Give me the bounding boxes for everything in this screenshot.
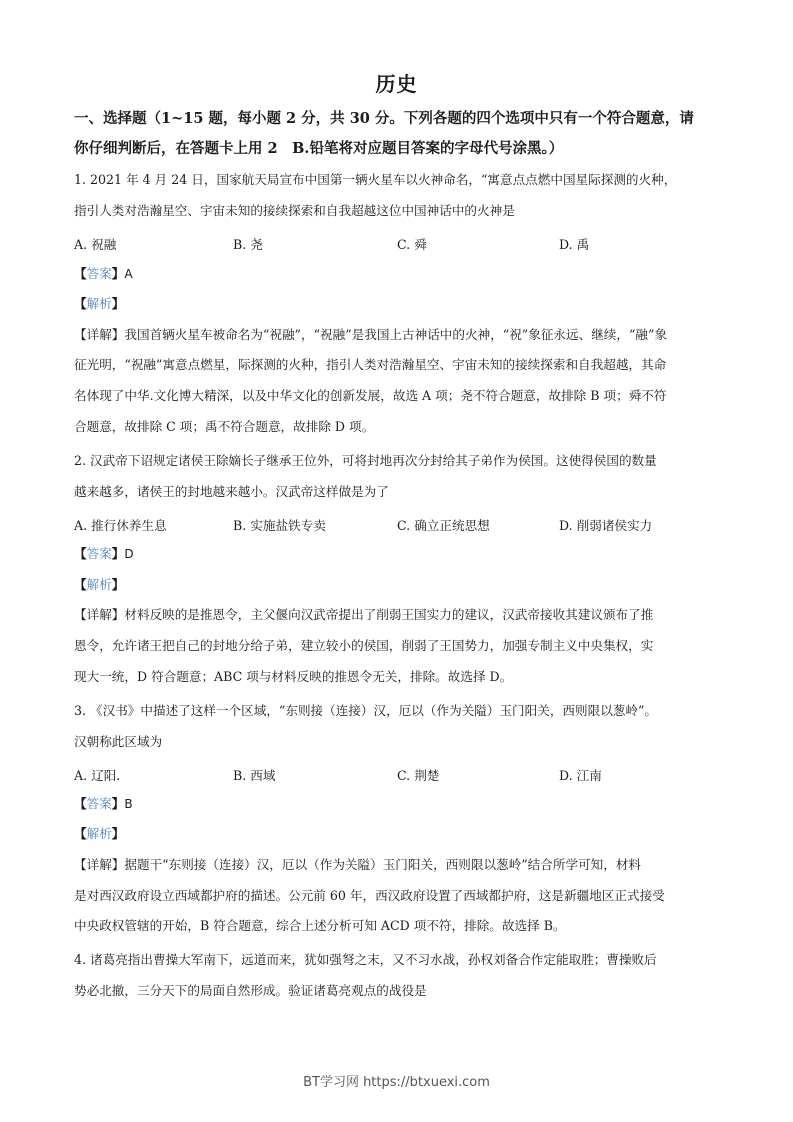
detail-line: 征光明，“祝融”寓意点燃星，际探测的火种，指引人类对浩瀚星空、宇宙未知的接续探索和自我超越，其命 [74,357,667,372]
detail-text: 据题干“东则接（连接）汉，厄以（作为关隘）玉门阳关，西则限以葱岭”结合所学可知，材料 [124,857,642,872]
analysis-label: 解析 [86,296,112,311]
detail-line: 中央政权管辖的开始，B 符合题意，综合上述分析可知 ACD 项不符，排除。故选择 B。 [74,918,566,933]
answer-value: D [124,547,134,561]
section-heading-line: 一、选择题（1~15 题，每小题 2 分，共 30 分。下列各题的四个选项中只有一个符合题意，请 [74,110,694,127]
answer-line [74,266,724,282]
question-stem-line: 1. 2021 年 4 月 24 日，国家航天局宣布中国第一辆火星车以火神命名，“寓意点点燃中国星际探测的火种， [74,172,677,187]
analysis-line [74,296,724,312]
detail-line: 现大一统，D 符合题意；ABC 项与材料反映的推恩令无关，排除。故选择 D。 [74,669,513,684]
question-stem-line: 指引人类对浩瀚星空、宇宙未知的接续探索和自我超越这位中国神话中的火神是 [74,203,515,218]
question-stem-line: 4. 诸葛亮指出曹操大军南下，远道而来，犹如强弩之末，又不习水战，孙权刘备合作定能取胜；曹操败后 [74,952,657,967]
option-a: A. 推行休养生息 [74,518,167,533]
bracket-open: 【 [74,796,87,811]
answer-value: B [124,797,133,811]
analysis-label: 解析 [86,577,112,592]
bracket-close: 】 [111,266,125,281]
detail-text: 我国首辆火星车被命名为“祝融”，“祝融”是我国上古神话中的火神，“祝”象征永远、继续，“融”象 [124,327,668,342]
question-stem-line: 3. 《汉书》中描述了这样一个区域，“东则接（连接）汉，厄以（作为关隘）玉门阳关，西则限以葱岭”。 [74,703,658,718]
bracket-open: 【 [74,577,87,592]
analysis-line [74,577,724,593]
answer-line [74,546,724,562]
option-c: C. 舜 [397,237,427,252]
bracket-close: 】 [111,296,125,311]
bracket-close: 】 [111,796,125,811]
option-d: D. 禹 [559,237,590,252]
option-b: B. 实施盐铁专卖 [233,518,326,533]
bracket-open: 【 [74,546,87,561]
option-c: C. 荆楚 [397,768,440,783]
detail-line: 是对西汉政府设立西域都护府的描述。公元前 60 年，西汉政府设置了西域都护府，这是新疆地区正式接受 [74,888,665,903]
question-stem-line: 2. 汉武帝下诏规定诸侯王除嫡长子继承王位外，可将封地再次分封给其子弟作为侯国。这使得侯国的数量 [74,453,657,468]
section-heading-line: 你仔细判断后，在答题卡上用 2 B.铅笔将对应题目答案的字母代号涂黑。） [74,140,564,157]
option-b: B. 西域 [233,768,276,783]
bracket-open: 【 [74,296,87,311]
option-a: A. 辽阳. [74,768,121,783]
analysis-label: 解析 [86,826,112,841]
answer-label: 答案 [86,266,112,281]
answer-line [74,796,724,812]
detail-line: 名体现了中华.文化博大精深，以及中华文化的创新发展，故选 A 项；尧不符合题意，故排除 B 项；舜不符 [74,388,667,403]
detail-line [74,607,724,623]
answer-value: A [124,267,133,281]
option-d: D. 削弱诸侯实力 [559,518,653,533]
bracket-open: 【 [74,266,87,281]
bracket-open: 【 [74,826,87,841]
detail-label: 【详解】 [74,607,125,622]
option-b: B. 尧 [233,237,263,252]
detail-label: 【详解】 [74,857,125,872]
question-stem-line: 汉朝称此区域为 [74,734,163,749]
option-c: C. 确立正统思想 [397,518,490,533]
page-title: 历史 [375,72,418,96]
question-stem-line: 势必北撤，三分天下的局面自然形成。验证诸葛亮观点的战役是 [74,983,427,998]
answer-label: 答案 [86,796,112,811]
detail-line [74,327,724,343]
bracket-close: 】 [111,546,125,561]
detail-line: 合题意，故排除 C 项；禹不符合题意，故排除 D 项。 [74,419,375,434]
question-stem-line: 越来越多，诸侯王的封地越来越小。汉武帝这样做是为了 [74,484,389,499]
option-d: D. 江南 [559,768,602,783]
detail-line: 恩令，允许诸王把自己的封地分给子弟，建立较小的侯国，削弱了王国势力，加强专制主义中央集权，实 [74,638,654,653]
detail-label: 【详解】 [74,327,125,342]
analysis-line [74,826,724,842]
footer-watermark: BT学习网 https://btxuexi.com [303,1075,490,1090]
bracket-close: 】 [111,577,125,592]
answer-label: 答案 [86,546,112,561]
detail-text: 材料反映的是推恩令，主父偃向汉武帝提出了削弱王国实力的建议，汉武帝接收其建议颁布了推 [124,607,654,622]
option-a: A. 祝融 [74,237,117,252]
bracket-close: 】 [111,826,125,841]
detail-line [74,857,724,873]
